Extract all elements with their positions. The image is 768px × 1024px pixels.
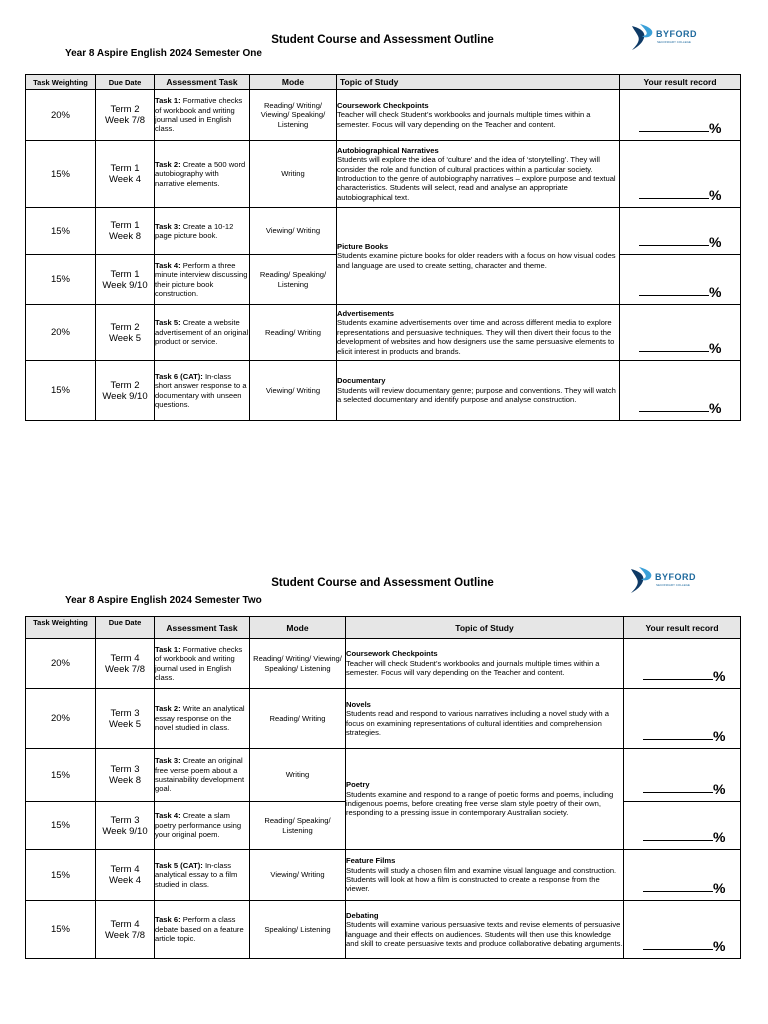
table-row <box>26 749 741 802</box>
task-weighting: 20% <box>26 639 96 689</box>
percent-sign: % <box>709 187 722 203</box>
due-term: Term 4 <box>110 918 140 930</box>
result-blank-line[interactable] <box>639 198 709 199</box>
topic-heading: Novels <box>346 699 371 709</box>
assessment-task <box>155 255 250 305</box>
percent-sign: % <box>713 880 726 896</box>
mode: Viewing/ Writing <box>250 361 337 421</box>
header-due-date: Due Date <box>96 617 155 639</box>
due-week: Week 7/8 <box>105 663 145 675</box>
assessment-table-semester-one <box>25 74 741 421</box>
result-blank-line[interactable] <box>643 949 713 950</box>
result-record[interactable] <box>624 639 741 689</box>
due-week: Week 5 <box>108 332 142 344</box>
percent-sign: % <box>713 728 726 744</box>
mode: Viewing/ Writing <box>250 208 337 255</box>
result-blank-line[interactable] <box>639 351 709 352</box>
percent-sign: % <box>709 400 722 416</box>
result-record[interactable] <box>624 901 741 959</box>
topic-heading: Documentary <box>337 376 386 386</box>
topic-text: Students examine and respond to a range of poetic forms and poems, including indigenous poems, before creating free verse slam style poetry of their own, responding to a pressing issue in contemporary Australian society. <box>346 789 614 818</box>
header-task-weighting: Task Weighting <box>26 617 96 639</box>
task-label: Task 6: <box>155 915 181 925</box>
table-row <box>26 141 741 208</box>
mode: Reading/ Writing/ Viewing/ Speaking/ Listening <box>250 90 337 141</box>
result-blank-line[interactable] <box>639 295 709 296</box>
due-week: Week 4 <box>108 875 142 886</box>
result-blank-line[interactable] <box>643 891 713 892</box>
due-date <box>96 305 155 361</box>
percent-sign: % <box>709 120 722 136</box>
topic-of-study <box>346 689 624 749</box>
result-blank-line[interactable] <box>639 245 709 246</box>
task-text: Create a website advertisement of an original product or service. <box>155 318 249 347</box>
assessment-task <box>155 90 250 141</box>
task-text: Create a slam poetry performance using your original poem. <box>155 811 242 840</box>
mode: Writing <box>250 141 337 208</box>
header-topic-of-study: Topic of Study <box>337 75 620 90</box>
task-weighting: 15% <box>26 901 96 959</box>
result-record[interactable] <box>620 141 741 208</box>
topic-text: Students will explore the idea of ‘culture’ and the idea of ‘storytelling’. They will consider the role and function of cultural practices within a particular society. Introduction to the genre of autobiography narratives – explore purpose and textual characteristics. Students will select, read and analyse an appropriate autobiographical text. <box>337 155 616 202</box>
table-row <box>26 689 741 749</box>
assessment-task <box>155 901 250 959</box>
topic-of-study <box>346 749 624 850</box>
result-blank-line[interactable] <box>643 739 713 740</box>
due-term: Term 4 <box>110 652 140 664</box>
topic-of-study <box>337 361 620 421</box>
due-date <box>96 141 155 208</box>
result-blank-line[interactable] <box>639 131 709 132</box>
mode: Reading/ Writing/ Viewing/ Speaking/ Listening <box>250 639 346 689</box>
result-record[interactable] <box>620 255 741 305</box>
header-mode: Mode <box>250 75 337 90</box>
task-label: Task 5 (CAT): <box>155 860 203 870</box>
task-label: Task 4: <box>155 811 181 821</box>
task-text: Create a 500 word autobiography with narrative elements. <box>155 159 246 188</box>
logo-subtext: SECONDARY COLLEGE <box>656 583 690 587</box>
header-task-weighting: Task Weighting <box>26 75 96 90</box>
school-logo-icon <box>628 22 656 52</box>
task-weighting: 20% <box>26 90 96 141</box>
topic-of-study <box>346 901 624 959</box>
table-row <box>26 850 741 901</box>
due-term: Term 2 <box>110 321 140 333</box>
task-text: Create an original free verse poem about a sustainability development goal. <box>155 756 245 794</box>
mode: Viewing/ Writing <box>250 850 346 901</box>
table-row <box>26 305 741 361</box>
semester-two-section <box>25 573 740 1013</box>
task-label: Task 2: <box>155 159 181 169</box>
topic-heading: Poetry <box>346 780 370 790</box>
header-assessment-task: Assessment Task <box>155 617 250 639</box>
mode: Reading/ Writing <box>250 689 346 749</box>
assessment-task <box>155 361 250 421</box>
topic-of-study <box>346 639 624 689</box>
due-date <box>96 639 155 689</box>
result-blank-line[interactable] <box>643 840 713 841</box>
result-record[interactable] <box>620 305 741 361</box>
due-date <box>96 361 155 421</box>
task-text: Formative checks of workbook and writing journal used in English class. <box>155 644 243 682</box>
percent-sign: % <box>709 234 722 250</box>
topic-of-study <box>337 141 620 208</box>
header-topic-of-study: Topic of Study <box>346 617 624 639</box>
due-week: Week 9/10 <box>102 279 148 291</box>
table-row <box>26 901 741 959</box>
due-week: Week 9/10 <box>102 390 148 402</box>
assessment-table-semester-two <box>25 616 741 959</box>
due-date <box>96 689 155 749</box>
due-week: Week 9/10 <box>102 825 148 837</box>
task-label: Task 3: <box>155 756 181 766</box>
mode: Speaking/ Listening <box>250 901 346 959</box>
header-mode: Mode <box>250 617 346 639</box>
due-term: Term 3 <box>110 814 140 826</box>
header-result-record: Your result record <box>624 617 741 639</box>
header-result-record: Your result record <box>620 75 741 90</box>
semester-one-section <box>25 30 740 430</box>
due-term: Term 1 <box>110 268 140 280</box>
task-text: Perform a class debate based on a feature article topic. <box>155 915 244 944</box>
task-label: Task 2: <box>155 704 181 714</box>
table-row <box>26 208 741 255</box>
assessment-task <box>155 208 250 255</box>
topic-text: Teacher will check Student’s workbooks and journals multiple times within a semester. Focus will vary depending on the Teacher and content. <box>346 658 600 678</box>
assessment-task <box>155 305 250 361</box>
task-weighting: 20% <box>26 305 96 361</box>
due-term: Term 1 <box>110 220 140 231</box>
topic-of-study <box>337 208 620 305</box>
logo-subtext: SECONDARY COLLEGE <box>657 40 691 44</box>
percent-sign: % <box>713 668 726 684</box>
due-date <box>96 90 155 141</box>
task-label: Task 1: <box>155 96 181 106</box>
topic-heading: Picture Books <box>337 241 389 251</box>
topic-heading: Autobiographical Narratives <box>337 145 439 155</box>
result-record[interactable] <box>620 208 741 255</box>
topic-text: Students examine picture books for older readers with a focus on how visual codes and language are used to create setting, character and theme. <box>337 251 616 270</box>
result-record[interactable] <box>620 361 741 421</box>
task-text: Formative checks of workbook and writing journal used in English class. <box>155 96 243 134</box>
task-weighting: 20% <box>26 689 96 749</box>
header-assessment-task: Assessment Task <box>155 75 250 90</box>
due-week: Week 5 <box>108 718 142 730</box>
task-weighting: 15% <box>26 361 96 421</box>
assessment-task <box>155 850 250 901</box>
topic-text: Students will study a chosen film and examine visual language and construction. Students will look at how a film is constructed to create a response from the viewer. <box>346 865 617 894</box>
percent-sign: % <box>713 829 726 845</box>
topic-of-study <box>346 850 624 901</box>
due-week: Week 8 <box>108 775 142 786</box>
result-record[interactable] <box>624 802 741 850</box>
percent-sign: % <box>713 938 726 954</box>
due-date <box>96 255 155 305</box>
due-date <box>96 850 155 901</box>
logo-name: BYFORD <box>655 572 696 582</box>
topic-text: Students will examine various persuasive texts and revise elements of persuasive language and their effects on audiences. Students will then use this knowledge and skill to create persuasive texts and produce collaborative debating arguments. <box>346 920 623 948</box>
percent-sign: % <box>713 781 726 797</box>
task-label: Task 6 (CAT): <box>155 371 203 381</box>
topic-text: Students examine advertisements over time and across different media to explore representations and persuasive techniques. They will then divert their focus to the development of websites and how designers use the same persuasive elements to elicit interest in products and brands. <box>337 318 615 356</box>
due-date <box>96 208 155 255</box>
assessment-task <box>155 689 250 749</box>
due-week: Week 7/8 <box>105 929 145 941</box>
task-weighting: 15% <box>26 141 96 208</box>
school-logo-icon <box>627 565 655 595</box>
task-text: Perform a three minute interview discussing their picture book construction. <box>155 260 248 298</box>
assessment-task <box>155 749 250 802</box>
task-label: Task 1: <box>155 644 181 654</box>
task-text: In-class short answer response to a documentary with unseen questions. <box>155 371 247 409</box>
topic-of-study <box>337 305 620 361</box>
assessment-task <box>155 141 250 208</box>
task-label: Task 4: <box>155 260 181 270</box>
semester-subtitle: Year 8 Aspire English 2024 Semester One <box>65 48 262 59</box>
task-weighting: 15% <box>26 749 96 802</box>
assessment-task <box>155 802 250 850</box>
due-date <box>96 749 155 802</box>
due-date <box>96 802 155 850</box>
result-blank-line[interactable] <box>643 679 713 680</box>
result-blank-line[interactable] <box>643 792 713 793</box>
assessment-task <box>155 639 250 689</box>
document-title: Student Course and Assessment Outline <box>271 34 494 46</box>
logo-name: BYFORD <box>656 29 697 39</box>
result-record[interactable] <box>624 689 741 749</box>
due-term: Term 3 <box>110 707 140 719</box>
task-weighting: 15% <box>26 802 96 850</box>
mode: Reading/ Speaking/ Listening <box>250 802 346 850</box>
due-week: Week 8 <box>108 231 142 242</box>
mode: Reading/ Writing <box>250 305 337 361</box>
topic-text: Students will review documentary genre; purpose and conventions. They will watch a selected documentary and identify purpose and analyse construction. <box>337 385 616 405</box>
task-weighting: 15% <box>26 208 96 255</box>
task-text: In-class analytical essay to a film studied in class. <box>155 860 238 889</box>
table-header-row <box>26 617 741 639</box>
topic-heading: Coursework Checkpoints <box>337 100 429 110</box>
percent-sign: % <box>709 340 722 356</box>
result-record[interactable] <box>624 850 741 901</box>
due-term: Term 4 <box>110 864 140 875</box>
topic-text: Students read and respond to various narratives including a novel study with a focus on examining representations of cultural identities and comprehension strategies. <box>346 709 609 737</box>
table-row <box>26 639 741 689</box>
task-label: Task 3: <box>155 221 181 231</box>
due-term: Term 2 <box>110 104 140 115</box>
topic-heading: Debating <box>346 910 379 920</box>
topic-heading: Coursework Checkpoints <box>346 649 438 659</box>
due-term: Term 1 <box>110 163 140 174</box>
task-text: Create a 10-12 page picture book. <box>155 221 234 240</box>
task-weighting: 15% <box>26 850 96 901</box>
result-record[interactable] <box>624 749 741 802</box>
document-title: Student Course and Assessment Outline <box>271 577 494 589</box>
due-term: Term 2 <box>110 379 140 391</box>
topic-heading: Advertisements <box>337 308 394 318</box>
table-row <box>26 90 741 141</box>
task-text: Write an analytical essay response on the novel studied in class. <box>155 704 245 733</box>
table-row <box>26 361 741 421</box>
topic-heading: Feature Films <box>346 856 396 866</box>
task-weighting: 15% <box>26 255 96 305</box>
mode: Writing <box>250 749 346 802</box>
mode: Reading/ Speaking/ Listening <box>250 255 337 305</box>
due-week: Week 4 <box>108 174 142 185</box>
semester-subtitle: Year 8 Aspire English 2024 Semester Two <box>65 595 262 606</box>
due-date <box>96 901 155 959</box>
result-record[interactable] <box>620 90 741 141</box>
due-term: Term 3 <box>110 764 140 775</box>
topic-text: Teacher will check Student’s workbooks and journals multiple times within a semester. Focus will vary depending on the Teacher and content. <box>337 110 591 129</box>
header-due-date: Due Date <box>96 75 155 90</box>
table-header-row <box>26 75 741 90</box>
result-blank-line[interactable] <box>639 411 709 412</box>
task-label: Task 5: <box>155 318 181 328</box>
topic-of-study <box>337 90 620 141</box>
percent-sign: % <box>709 284 722 300</box>
due-week: Week 7/8 <box>105 115 145 126</box>
